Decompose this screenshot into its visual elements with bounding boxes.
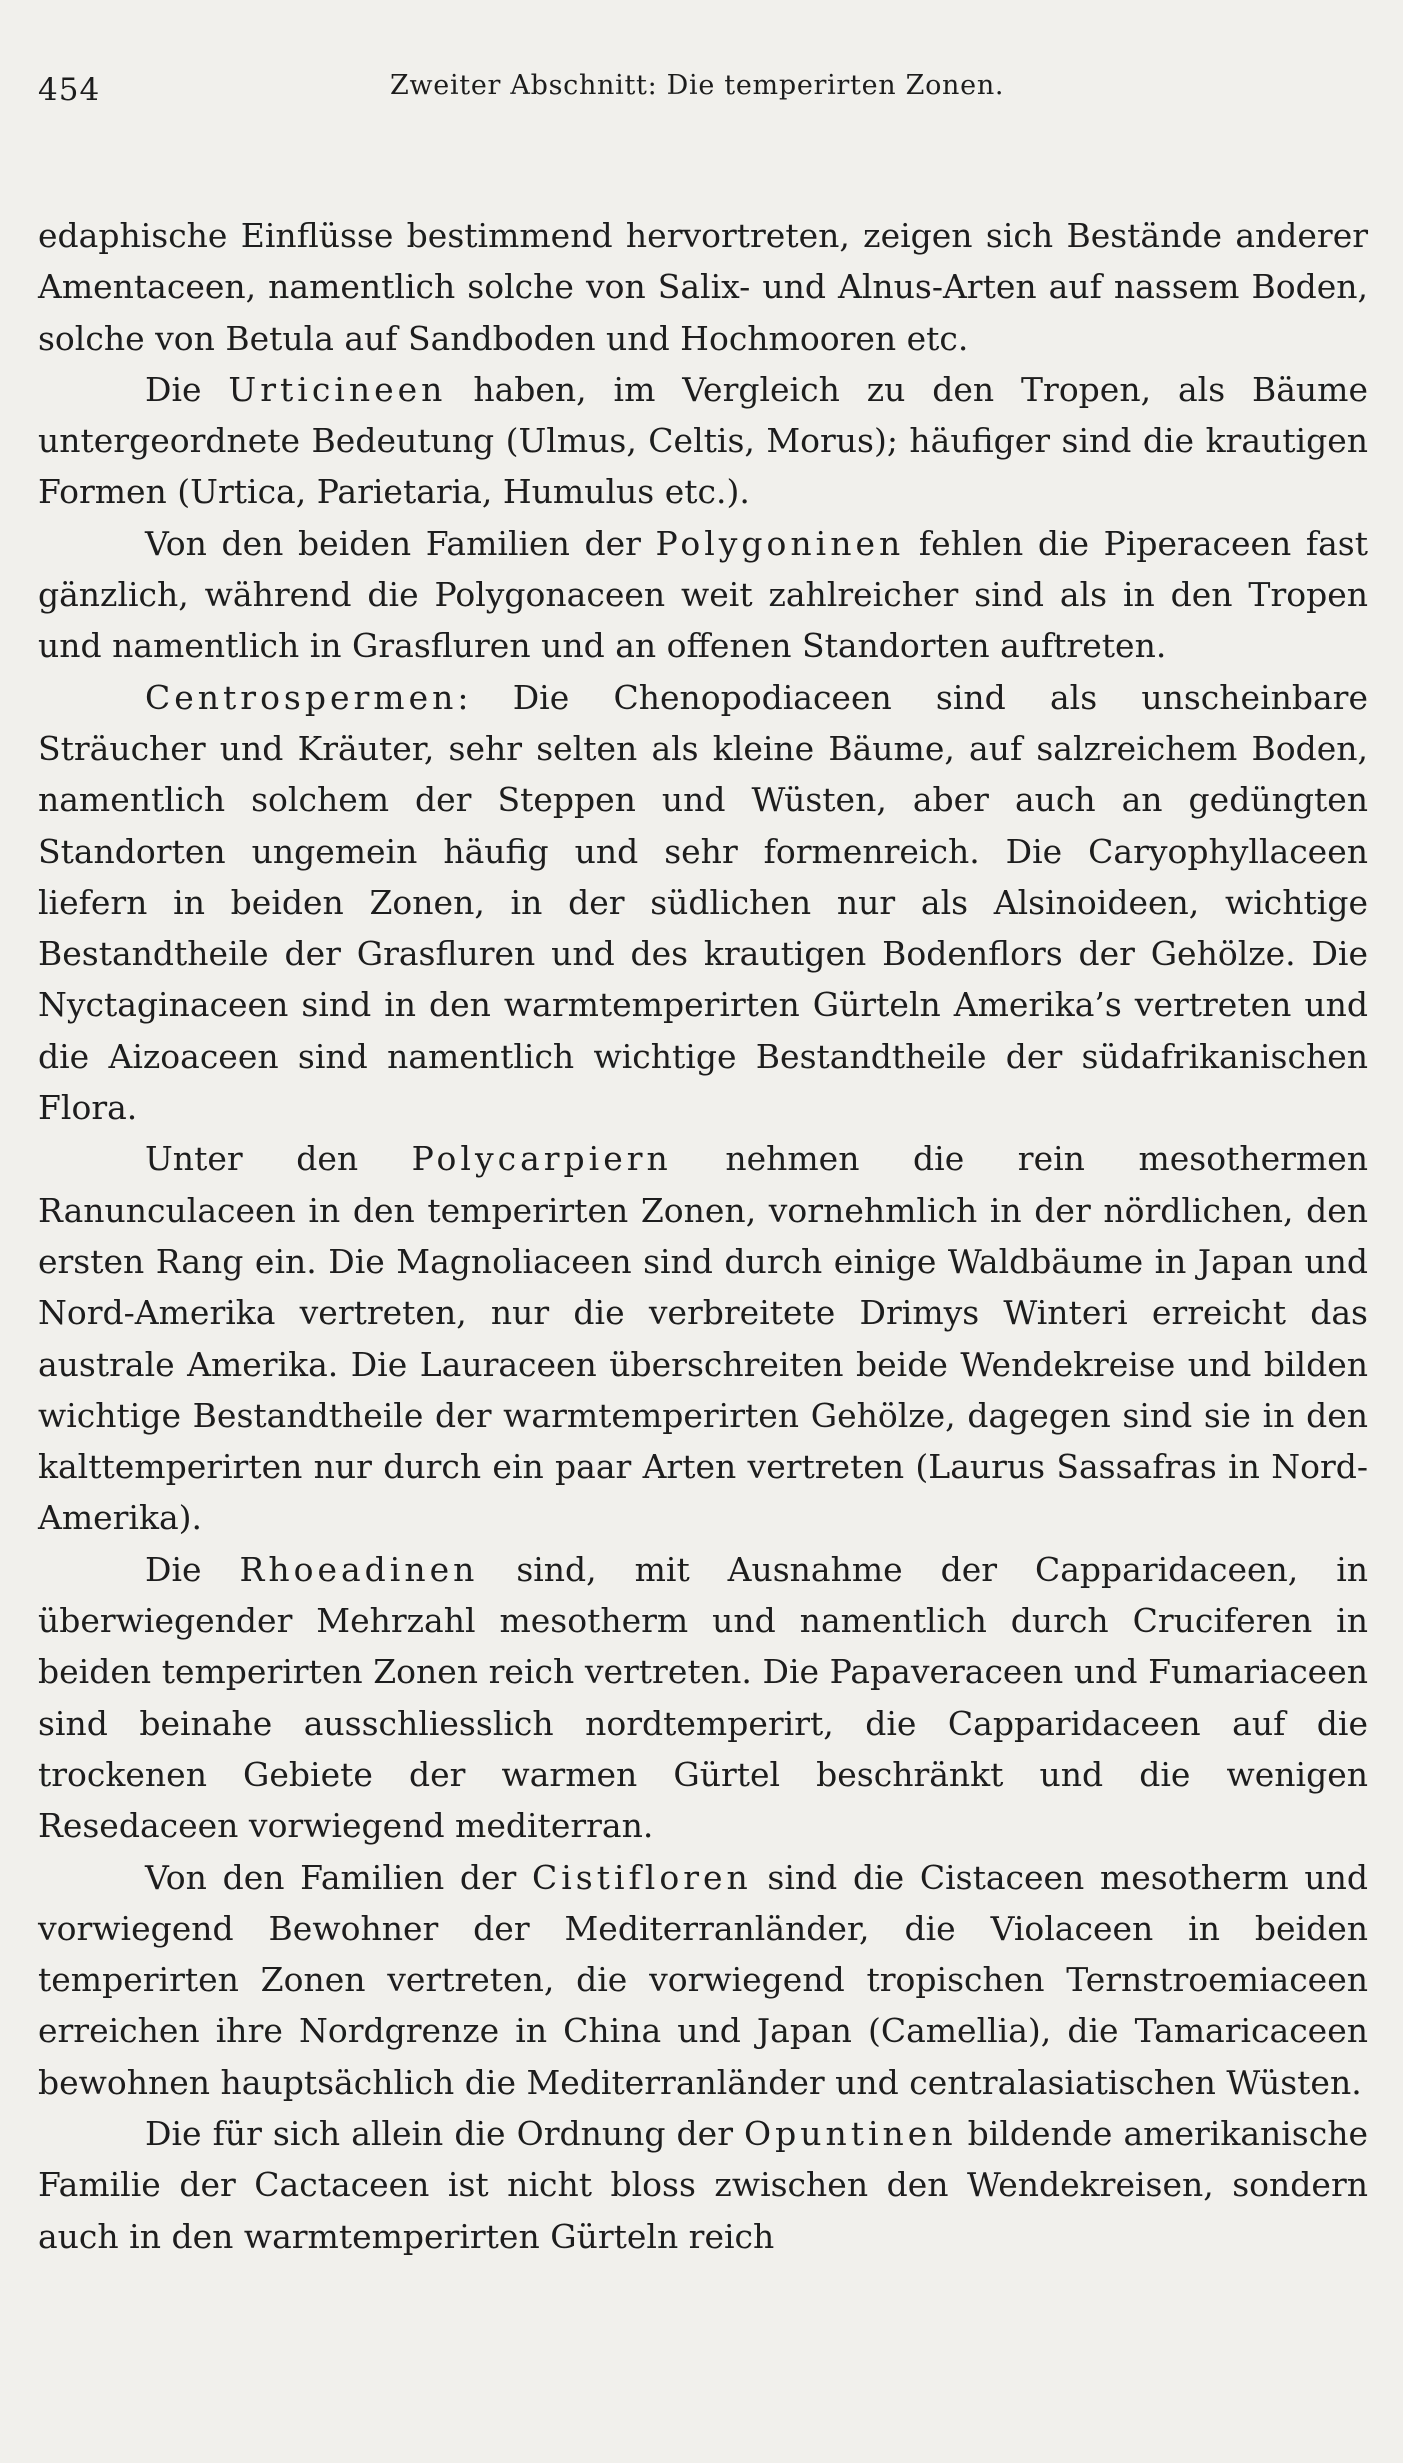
text-run: sind die Cistaceen mesotherm und vorwiegend Bewohner der Mediterranländer, die Violaceen in beiden temperirten Zonen vertreten, die vorwiegend tropischen Ternstroemiaceen erreichen ihre Nordgrenze in China und Japan (Camellia), die Tamaricaceen bewohnen hauptsächlich die Mediterranländer und centralasiatischen Wüsten. bbox=[38, 1857, 1368, 2102]
spaced-term: Polygoninen bbox=[655, 523, 905, 563]
text-run: : Die Chenopodiaceen sind als unscheinbare Sträucher und Kräuter, sehr selten als kleine Bäume, auf salzreichem Boden, namentlich solchem der Steppen und Wüsten, aber auch an gedüngten Standorten ungemein häufig und sehr formenreich. Die Caryophyllaceen liefern in beiden Zonen, in der südlichen nur als Alsinoideen, wichtige Bestandtheile der Grasfluren und des krautigen Bodenflors der Gehölze. Die Nyctaginaceen sind in den warmtemperirten Gürteln Amerika’s vertreten und die Aizoaceen sind namentlich wichtige Bestandtheile der südafrikanischen Flora. bbox=[38, 677, 1368, 1128]
text-run: bildende amerikanische Familie der Cactaceen ist nicht bloss zwischen den Wendekreisen, sondern auch in den warmtemperirten Gürteln reich bbox=[38, 2113, 1368, 2256]
paragraph bbox=[38, 672, 1368, 1134]
paragraph bbox=[38, 1852, 1368, 2108]
spaced-term: Opuntinen bbox=[744, 2113, 957, 2153]
paragraph bbox=[38, 364, 1368, 518]
text-run: Die für sich allein die Ordnung der bbox=[145, 2113, 745, 2153]
text-run: nehmen die rein mesothermen Ranunculaceen in den temperirten Zonen, vornehmlich in der nördlichen, den ersten Rang ein. Die Magnoliaceen sind durch einige Waldbäume in Japan und Nord-Amerika vertreten, nur die verbreitete Drimys Winteri erreicht das australe Amerika. Die Lauraceen überschreiten beide Wendekreise und bilden wichtige Bestandtheile der warmtemperirten Gehölze, dagegen sind sie in den kalttemperirten nur durch ein paar Arten vertreten (Laurus Sassafras in Nord-Amerika). bbox=[38, 1139, 1368, 1538]
paragraph bbox=[38, 1133, 1368, 1543]
text-run: Unter den bbox=[145, 1139, 412, 1179]
spaced-term: Cistifloren bbox=[532, 1857, 752, 1897]
spaced-term: Urticineen bbox=[228, 369, 447, 409]
text-run: Von den Familien der bbox=[145, 1857, 532, 1897]
paragraph bbox=[38, 2108, 1368, 2262]
text-run: sind, mit Ausnahme der Capparidaceen, in überwiegender Mehrzahl mesotherm und namentlich durch Cruciferen in beiden temperirten Zonen reich vertreten. Die Papaveraceen und Fumariaceen sind beinahe ausschliesslich nordtemperirt, die Capparidaceen auf die trockenen Gebiete der warmen Gürtel beschränkt und die wenigen Resedaceen vorwiegend mediterran. bbox=[38, 1549, 1369, 1846]
text-run: edaphische Einflüsse bestimmend hervortreten, zeigen sich Bestände anderer Amentaceen, namentlich solche von Salix- und Alnus-Arten auf nassem Boden, solche von Betula auf Sandboden und Hochmooren etc. bbox=[38, 216, 1368, 358]
spaced-term: Rhoeadinen bbox=[239, 1549, 479, 1589]
text-run: Die bbox=[145, 1549, 240, 1589]
paragraph bbox=[38, 518, 1368, 672]
text-run: haben, im Vergleich zu den Tropen, als Bäume untergeordnete Bedeutung (Ulmus, Celtis, Morus); häufiger sind die krautigen Formen (Urtica, Parietaria, Humulus etc.). bbox=[38, 369, 1369, 512]
paragraph bbox=[38, 1544, 1368, 1852]
spaced-term: Centrospermen bbox=[145, 677, 458, 717]
spaced-term: Polycarpiern bbox=[411, 1139, 672, 1179]
text-run: Von den beiden Familien der bbox=[145, 523, 656, 563]
page-header bbox=[38, 64, 1363, 124]
text-run: fehlen die Piperaceen fast gänzlich, während die Polygonaceen weit zahlreicher sind als in den Tropen und namentlich in Grasfluren und an offenen Standorten auftreten. bbox=[38, 523, 1368, 666]
paragraph bbox=[38, 210, 1368, 364]
page-number: 454 bbox=[38, 72, 101, 108]
text-run: Die bbox=[145, 369, 229, 409]
body-text bbox=[38, 210, 1368, 2262]
running-title: Zweiter Abschnitt: Die temperirten Zonen. bbox=[390, 70, 1005, 101]
